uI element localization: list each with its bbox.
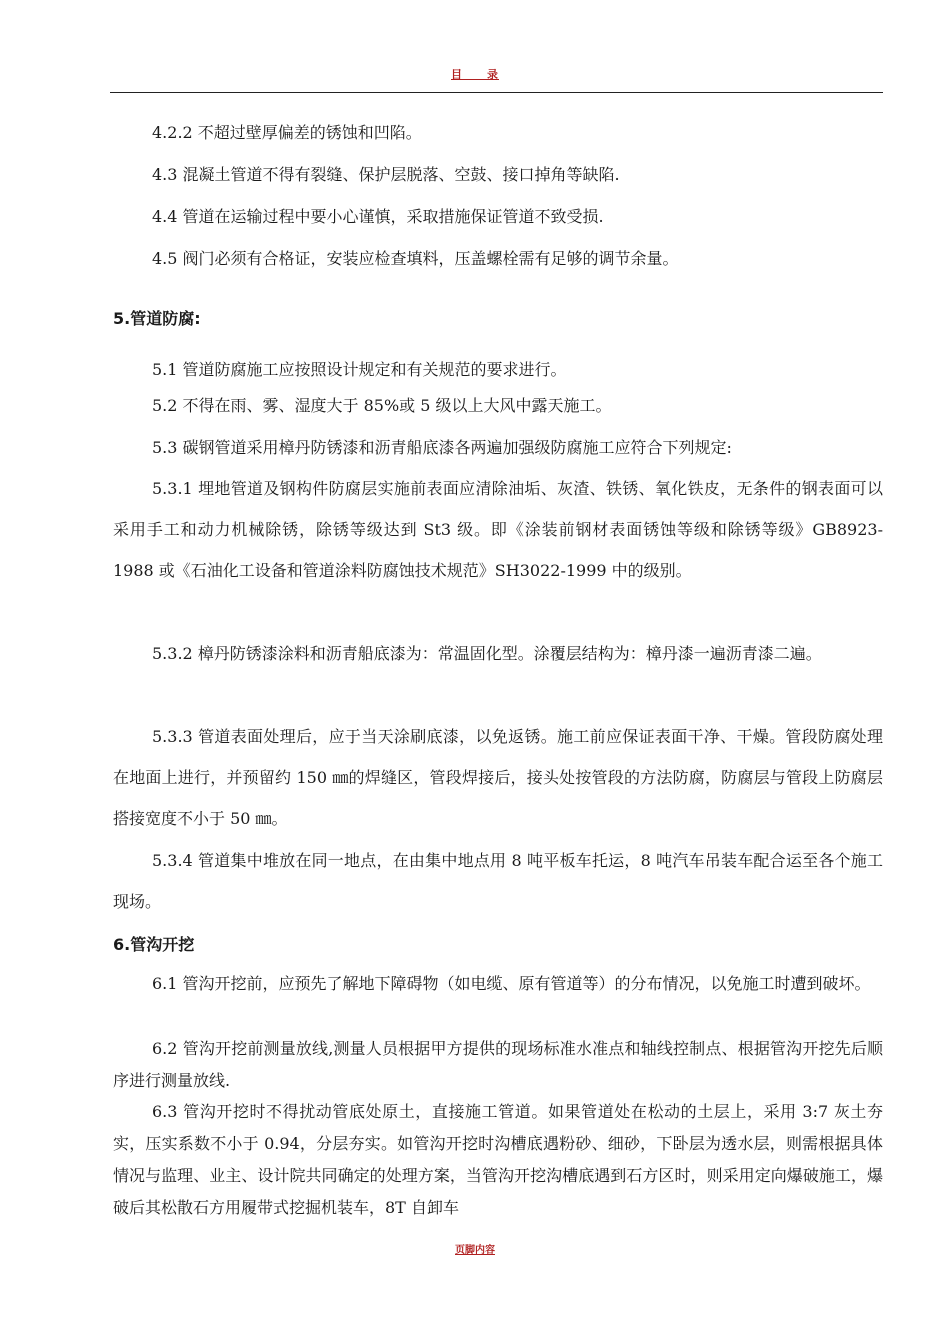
paragraph-6-1: 6.1 管沟开挖前，应预先了解地下障碍物（如电缆、原有管道等）的分布情况，以免施工时遭到破坏。 [152,974,871,993]
paragraph-4-3: 4.3 混凝土管道不得有裂缝、保护层脱落、空鼓、接口掉角等缺陷. [152,165,620,184]
page-footer [0,1241,950,1256]
header-rule [110,92,883,93]
paragraph-6-3: 6.3 管沟开挖时不得扰动管底处原土，直接施工管道。如果管道处在松动的土层上，采用 3:7 灰土夯实，压实系数不小于 0.94，分层夯实。如管沟开挖时沟槽底遇粉砂、细砂，下卧层为透水层，则需根据具体情况与监理、业主、设计院共同确定的处理方案，当管沟开挖沟槽底遇到石方区时，则采用定向爆破施工，爆破后其松散石方用履带式挖掘机装车，8T 自卸车 [113,1102,883,1217]
page-header [0,66,950,82]
paragraph-5-3-2: 5.3.2 樟丹防锈漆涂料和沥青船底漆为：常温固化型。涂覆层结构为：樟丹漆一遍沥青漆二遍。 [152,644,822,663]
paragraph-5-3-1: 5.3.1 埋地管道及钢构件防腐层实施前表面应清除油垢、灰渣、铁锈、氧化铁皮，无条件的钢表面可以采用手工和动力机械除锈，除锈等级达到 St3 级。即《涂装前钢材表面锈蚀等级和除锈等级》GB8923-1988 或《石油化工设备和管道涂料防腐蚀技术规范》SH3022-1999 中的级别。 [113,479,883,580]
footer-text: 页脚内容 [455,1245,495,1256]
paragraph-4-5: 4.5 阀门必须有合格证，安装应检查填料，压盖螺栓需有足够的调节余量。 [152,249,679,268]
paragraph-5-1: 5.1 管道防腐施工应按照设计规定和有关规范的要求进行。 [152,360,567,379]
paragraph-5-3-4: 5.3.4 管道集中堆放在同一地点，在由集中地点用 8 吨平板车托运，8 吨汽车吊装车配合运至各个施工现场。 [113,851,883,911]
paragraph-5-3-3: 5.3.3 管道表面处理后，应于当天涂刷底漆，以免返锈。施工前应保证表面干净、干燥。管段防腐处理在地面上进行，并预留约 150 ㎜的焊缝区，管段焊接后，接头处按管段的方法防腐，防腐层与管段上防腐层搭接宽度不小于 50 ㎜。 [113,727,883,828]
paragraph-5-2: 5.2 不得在雨、雾、湿度大于 85%或 5 级以上大风中露天施工。 [152,396,612,415]
paragraph-4-2-2: 4.2.2 不超过壁厚偏差的锈蚀和凹陷。 [152,123,422,142]
paragraph-4-4: 4.4 管道在运输过程中要小心谨慎，采取措施保证管道不致受损. [152,207,604,226]
header-text: 目 录 [451,68,499,81]
section-heading-5: 5.管道防腐: [113,309,201,328]
section-heading-6: 6.管沟开挖 [113,935,195,954]
paragraph-5-3: 5.3 碳钢管道采用樟丹防锈漆和沥青船底漆各两遍加强级防腐施工应符合下列规定: [152,438,732,457]
paragraph-6-2: 6.2 管沟开挖前测量放线,测量人员根据甲方提供的现场标准水准点和轴线控制点、根据管沟开挖先后顺序进行测量放线. [113,1039,883,1090]
